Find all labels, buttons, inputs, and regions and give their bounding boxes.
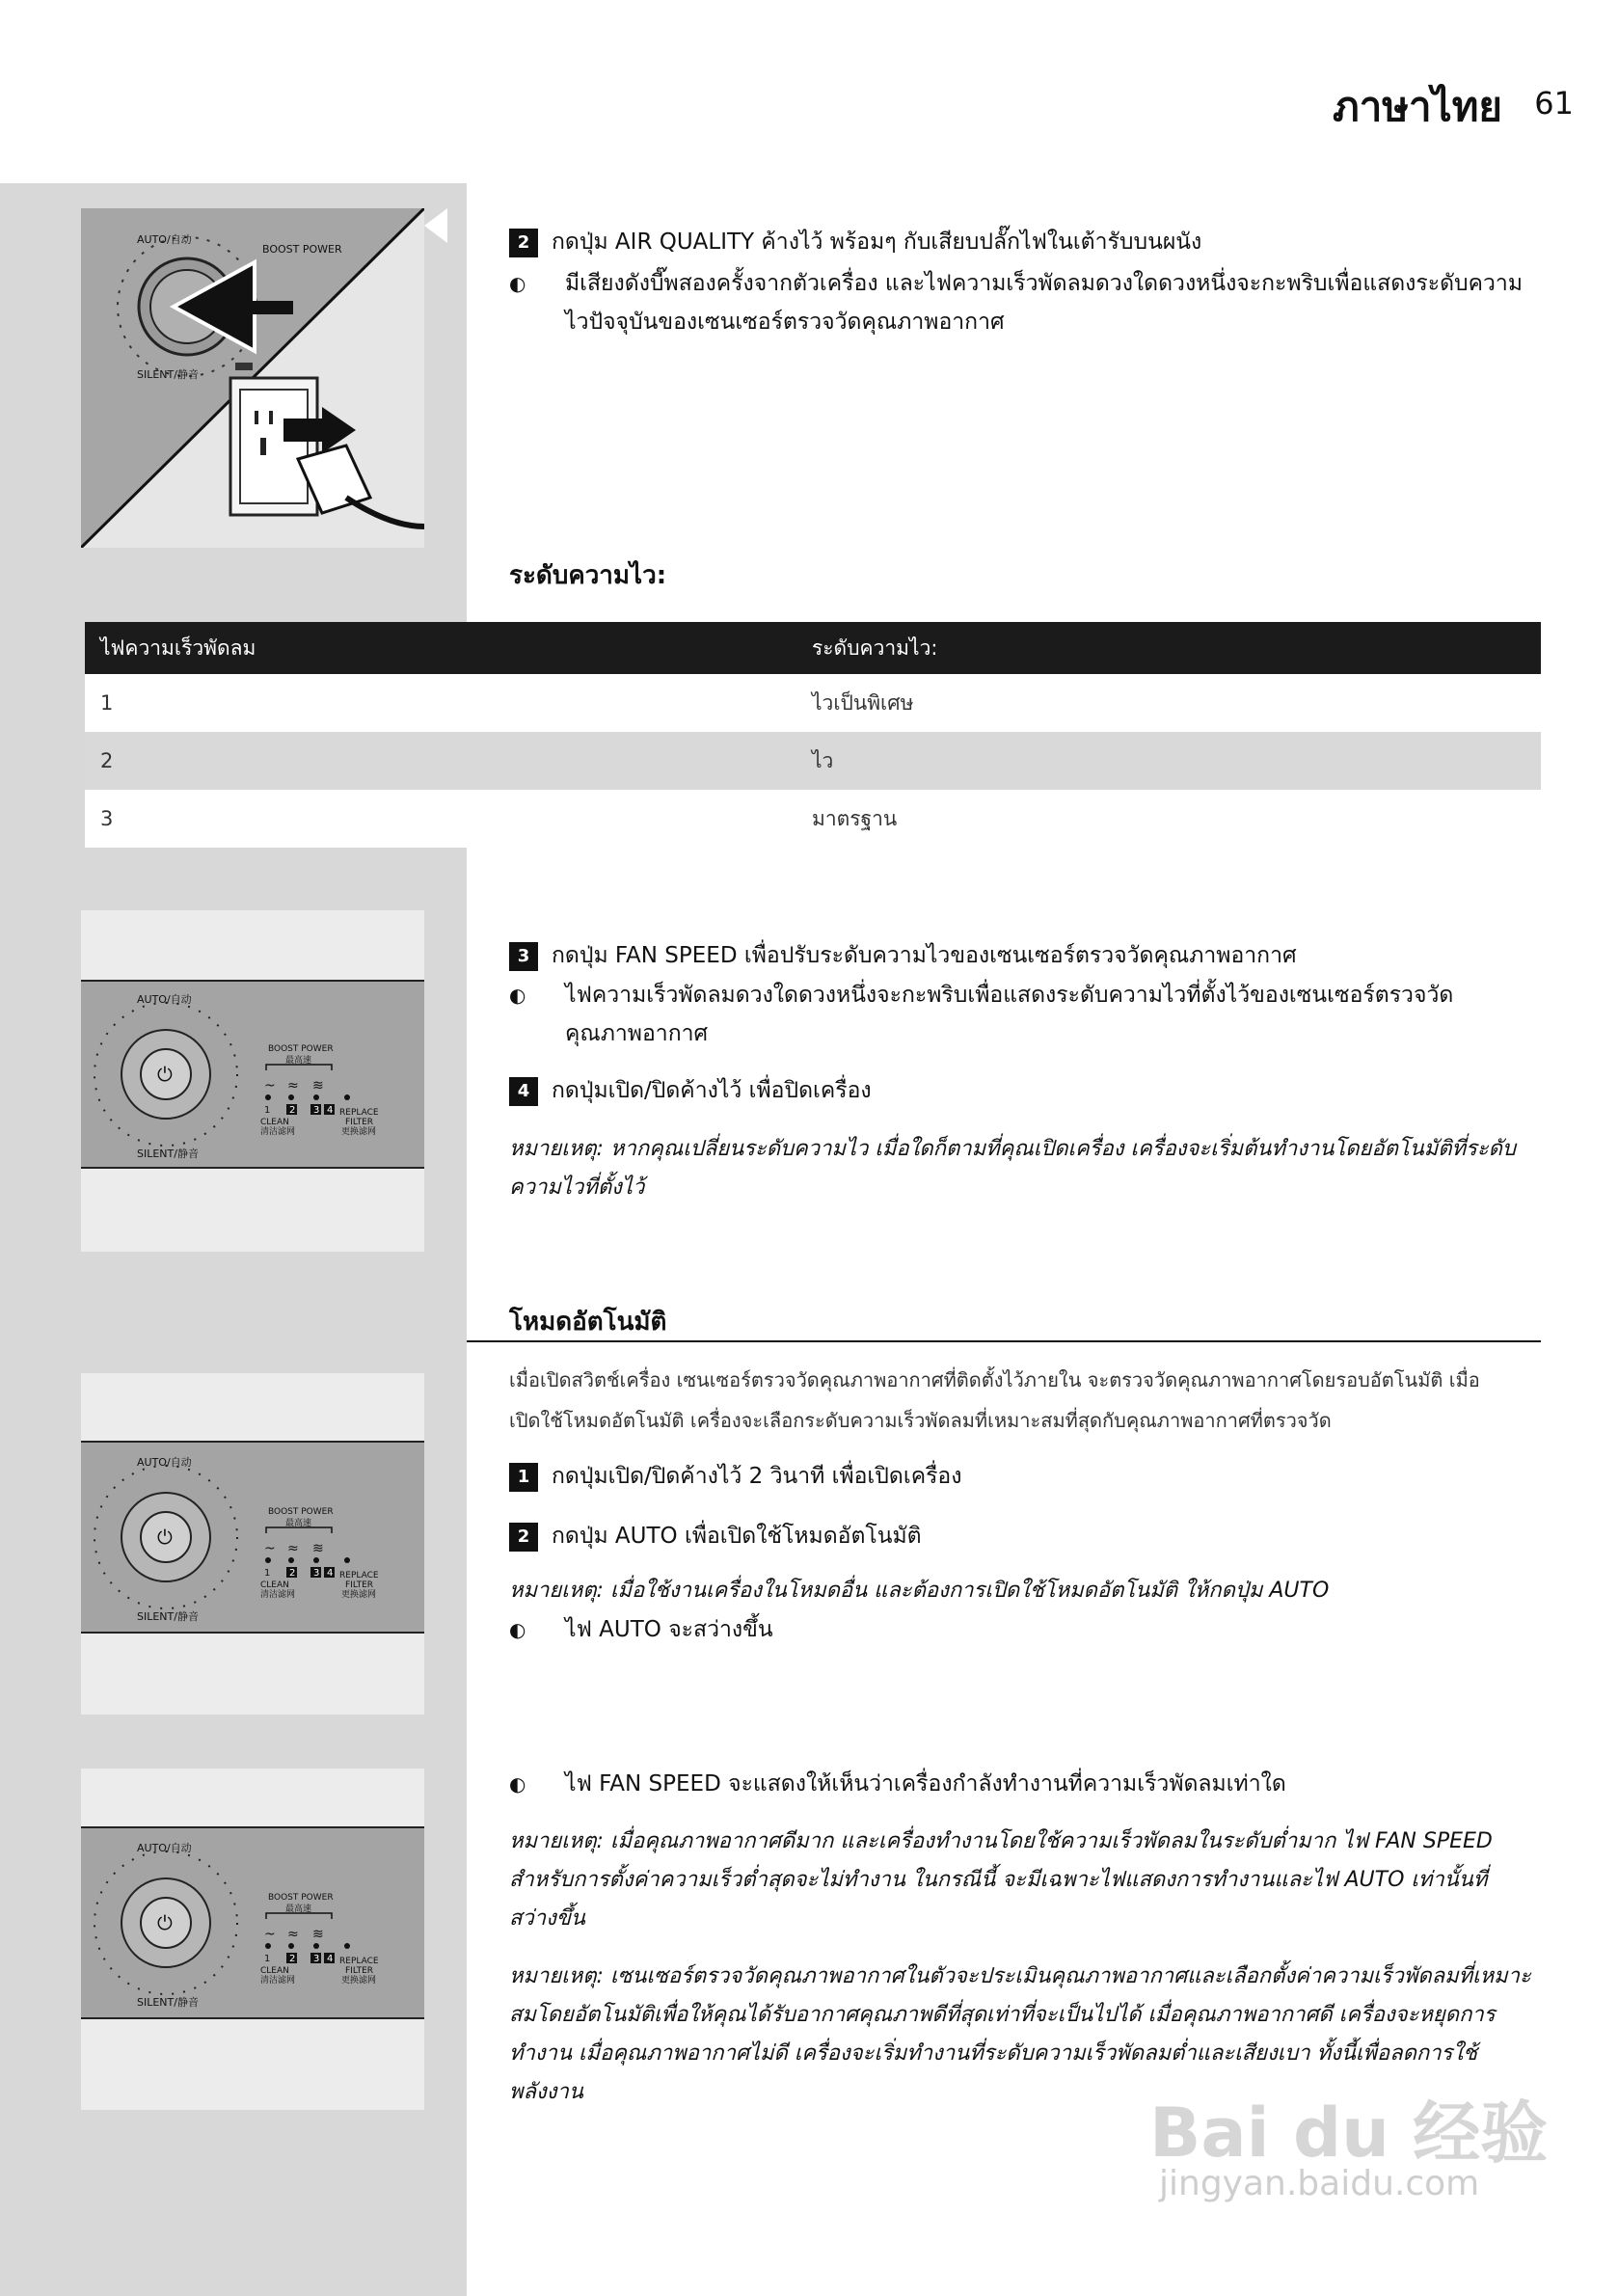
auto-mode-title: โหมดอัตโนมัติ [509, 1308, 667, 1337]
illustration-control-panel-2 [81, 1373, 424, 1715]
level-3-label: 3 [313, 1954, 320, 1964]
table-row [85, 674, 1541, 732]
auto-mode-intro: เมื่อเปิดสวิตช์เครื่อง เซนเซอร์ตรวจวัดคุณภาพอากาศที่ติดตั้งไว้ภายใน จะตรวจวัดคุณภาพอากาศโดยรอบอัตโนมัติ เมื่อเปิดใช้โหมดอัตโนมัติ เครื่องจะเลือกระดับความเร็วพัดลมที่เหมาะสมที่สุดกับคุณภาพอากาศที่ตรวจวัด [509, 1368, 1480, 1432]
clean-cn-label: 清洁滤网 [260, 1127, 296, 1137]
replace-label: REPLACE [339, 1957, 379, 1966]
step-text: กดปุ่ม AIR QUALITY ค้างไว้ พร้อมๆ กับเสียบปลั๊กไฟในเต้ารับบนผนัง [552, 230, 1202, 255]
step-2-auto [509, 1518, 922, 1554]
control-panel-drawing [81, 982, 424, 1167]
illustration-air-quality-plug [81, 208, 424, 548]
step-text: กดปุ่มเปิด/ปิดค้างไว้ 2 วินาที เพื่อเปิดเครื่อง [552, 1464, 962, 1489]
svg-text:~: ~ [264, 1541, 276, 1556]
pointer-arrow [424, 208, 447, 243]
boost-cn-label: 最高速 [285, 1519, 312, 1528]
step-text: กดปุ่มเปิด/ปิดค้างไว้ เพื่อปิดเครื่อง [552, 1078, 872, 1103]
silent-label: SILENT/静音 [137, 1996, 199, 2009]
illustration-control-panel-3 [81, 1769, 424, 2110]
sensitivity-title: ระดับความไว: [509, 561, 667, 590]
table-cell: มาตรฐาน [812, 790, 1541, 848]
auto-label: AUTO/自动 [137, 1456, 192, 1469]
filter-label: FILTER [345, 1118, 374, 1127]
level-4-label: 4 [327, 1105, 334, 1116]
column-header-fan-light: ไฟความเร็วพัดลม [85, 622, 812, 674]
silent-label: SILENT/静音 [137, 1610, 199, 1623]
bullet-fan-light-blink [509, 976, 1529, 1053]
watermark-brand: Bai du 经验 [1149, 2093, 1549, 2173]
svg-text:≋: ≋ [312, 1541, 324, 1556]
auto-label: AUTO/自动 [137, 1842, 192, 1854]
level-1-label: 1 [264, 1954, 271, 1964]
step-4-power-off [509, 1072, 872, 1109]
bullet-text: ไฟ FAN SPEED จะแสดงให้เห็นว่าเครื่องกำลังทำงานที่ความเร็วพัดลมเท่าใด [565, 1771, 1286, 1796]
level-4-label: 4 [327, 1568, 334, 1579]
boost-cn-label: 最高速 [285, 1904, 312, 1914]
table-header-row [85, 622, 1541, 674]
note-sensitivity: หมายเหตุ: หากคุณเปลี่ยนระดับความไว เมื่อใดก็ตามที่คุณเปิดเครื่อง เครื่องจะเริ่มต้นทำงานโดยอัตโนมัติที่ระดับความไวที่ตั้งไว้ [509, 1137, 1516, 1200]
step-text: กดปุ่ม AUTO เพื่อเปิดใช้โหมดอัตโนมัติ [552, 1524, 922, 1549]
page-number: 61 [1534, 85, 1574, 122]
level-2-label: 2 [289, 1105, 296, 1116]
svg-text:~: ~ [264, 1078, 276, 1094]
control-panel-drawing [81, 1443, 424, 1632]
column-header-sensitivity: ระดับความไว: [812, 622, 1541, 674]
table-cell: 1 [85, 674, 812, 732]
level-1-label: 1 [264, 1568, 271, 1579]
clean-label: CLEAN [260, 1118, 289, 1127]
watermark-url: jingyan.baidu.com [1159, 2164, 1480, 2203]
step-number: 4 [509, 1077, 538, 1106]
filter-label: FILTER [345, 1580, 374, 1590]
auto-label: AUTO/自动 [137, 993, 192, 1006]
bullet-icon: ◐ [509, 984, 526, 1007]
control-panel [81, 980, 424, 1169]
level-1-label: 1 [264, 1105, 271, 1116]
level-2-label: 2 [289, 1568, 296, 1579]
bullet-icon: ◐ [509, 272, 526, 295]
boost-power-label: BOOST POWER [268, 1044, 334, 1054]
silent-label: SILENT/静音 [137, 1148, 199, 1160]
clean-label: CLEAN [260, 1580, 289, 1590]
step-text: กดปุ่ม FAN SPEED เพื่อปรับระดับความไวของเซนเซอร์ตรวจวัดคุณภาพอากาศ [552, 943, 1297, 968]
replace-label: REPLACE [339, 1571, 379, 1580]
level-3-label: 3 [313, 1105, 320, 1116]
boost-power-label: BOOST POWER [268, 1893, 334, 1903]
step-2-air-quality [509, 224, 1201, 260]
table-cell: 3 [85, 790, 812, 848]
bullet-icon: ◐ [509, 1772, 526, 1796]
note-air-quality-good: หมายเหตุ: เมื่อคุณภาพอากาศดีมาก และเครื่องทำงานโดยใช้ความเร็วพัดลมในระดับต่ำมาก ไฟ FAN SPEED สำหรับการตั้งค่าความเร็วต่ำสุดจะไม่ทำงาน ในกรณีนี้ จะมีเฉพาะไฟแสดงการทำงานและไฟ AUTO เท่านั้นที่สว่างขึ้น [509, 1829, 1493, 1931]
svg-text:≋: ≋ [312, 1927, 324, 1942]
table-cell: 2 [85, 732, 812, 790]
plug-illustration [81, 208, 424, 548]
step-3-fan-speed [509, 937, 1297, 974]
bullet-text: ไฟ AUTO จะสว่างขึ้น [565, 1617, 773, 1642]
note-auto-button: หมายเหตุ: เมื่อใช้งานเครื่องในโหมดอื่น และต้องการเปิดใช้โหมดอัตโนมัติ ให้กดปุ่ม AUTO [509, 1579, 1330, 1603]
replace-cn-label: 更换滤网 [341, 1127, 377, 1137]
step-number: 1 [509, 1463, 538, 1492]
note-sensor: หมายเหตุ: เซนเซอร์ตรวจวัดคุณภาพอากาศในตัวจะประเมินคุณภาพอากาศและเลือกตั้งค่าความเร็วพัดลมที่เหมาะสมโดยอัตโนมัติเพื่อให้คุณได้รับอากาศคุณภาพดีที่สุดเท่าที่จะเป็นไปได้ เมื่อคุณภาพอากาศดี เครื่องจะหยุดการทำงาน เมื่อคุณภาพอากาศไม่ดี เครื่องจะเริ่มทำงานที่ระดับความเร็วพัดลมต่ำและเสียงเบา ทั้งนี้เพื่อลดการใช้พลังงาน [509, 1964, 1531, 2104]
svg-text:⏻: ⏻ [157, 1063, 173, 1086]
silent-label: SILENT/静音 [137, 368, 199, 381]
clean-label: CLEAN [260, 1966, 289, 1976]
boost-power-label: BOOST POWER [262, 243, 342, 256]
replace-label: REPLACE [339, 1108, 379, 1118]
sidebar-divider [467, 183, 486, 2296]
step-number: 3 [509, 942, 538, 971]
control-panel [81, 1441, 424, 1634]
bullet-fan-speed-light [509, 1765, 1529, 1803]
boost-cn-label: 最高速 [285, 1056, 312, 1066]
svg-text:⏻: ⏻ [157, 1911, 173, 1934]
section-rule [467, 1340, 1541, 1342]
svg-text:~: ~ [264, 1927, 276, 1942]
level-4-label: 4 [327, 1954, 334, 1964]
bullet-auto-light [509, 1610, 1529, 1649]
page-title: ภาษาไทย [1333, 83, 1502, 130]
control-panel-drawing [81, 1828, 424, 2017]
control-panel [81, 1826, 424, 2019]
clean-cn-label: 清洁滤网 [260, 1976, 296, 1985]
level-2-label: 2 [289, 1954, 296, 1964]
illustration-control-panel-1 [81, 910, 424, 1252]
filter-label: FILTER [345, 1966, 374, 1976]
bullet-icon: ◐ [509, 1618, 526, 1641]
svg-text:≈: ≈ [287, 1927, 299, 1942]
replace-cn-label: 更换滤网 [341, 1976, 377, 1985]
bullet-beep [509, 264, 1529, 341]
sensitivity-table [85, 622, 1541, 848]
table-cell: ไวเป็นพิเศษ [812, 674, 1541, 732]
svg-text:⏻: ⏻ [157, 1526, 173, 1549]
step-number: 2 [509, 1523, 538, 1552]
bullet-text: ไฟความเร็วพัดลมดวงใดดวงหนึ่งจะกะพริบเพื่อแสดงระดับความไวที่ตั้งไว้ของเซนเซอร์ตรวจวัดคุณภาพอากาศ [565, 983, 1454, 1046]
boost-power-label: BOOST POWER [268, 1507, 334, 1517]
svg-text:≈: ≈ [287, 1078, 299, 1094]
bullet-text: มีเสียงดังบี๊พสองครั้งจากตัวเครื่อง และไฟความเร็วพัดลมดวงใดดวงหนึ่งจะกะพริบเพื่อแสดงระดับความไวปัจจุบันของเซนเซอร์ตรวจวัดคุณภาพอากาศ [565, 271, 1524, 335]
step-number: 2 [509, 229, 538, 257]
step-1-power-on [509, 1458, 961, 1495]
level-3-label: 3 [313, 1568, 320, 1579]
auto-label: AUTO/自动 [137, 233, 192, 246]
table-row [85, 732, 1541, 790]
clean-cn-label: 清洁滤网 [260, 1590, 296, 1600]
replace-cn-label: 更换滤网 [341, 1590, 377, 1600]
table-row [85, 790, 1541, 848]
svg-text:≋: ≋ [312, 1078, 324, 1094]
table-cell: ไว [812, 732, 1541, 790]
svg-text:≈: ≈ [287, 1541, 299, 1556]
